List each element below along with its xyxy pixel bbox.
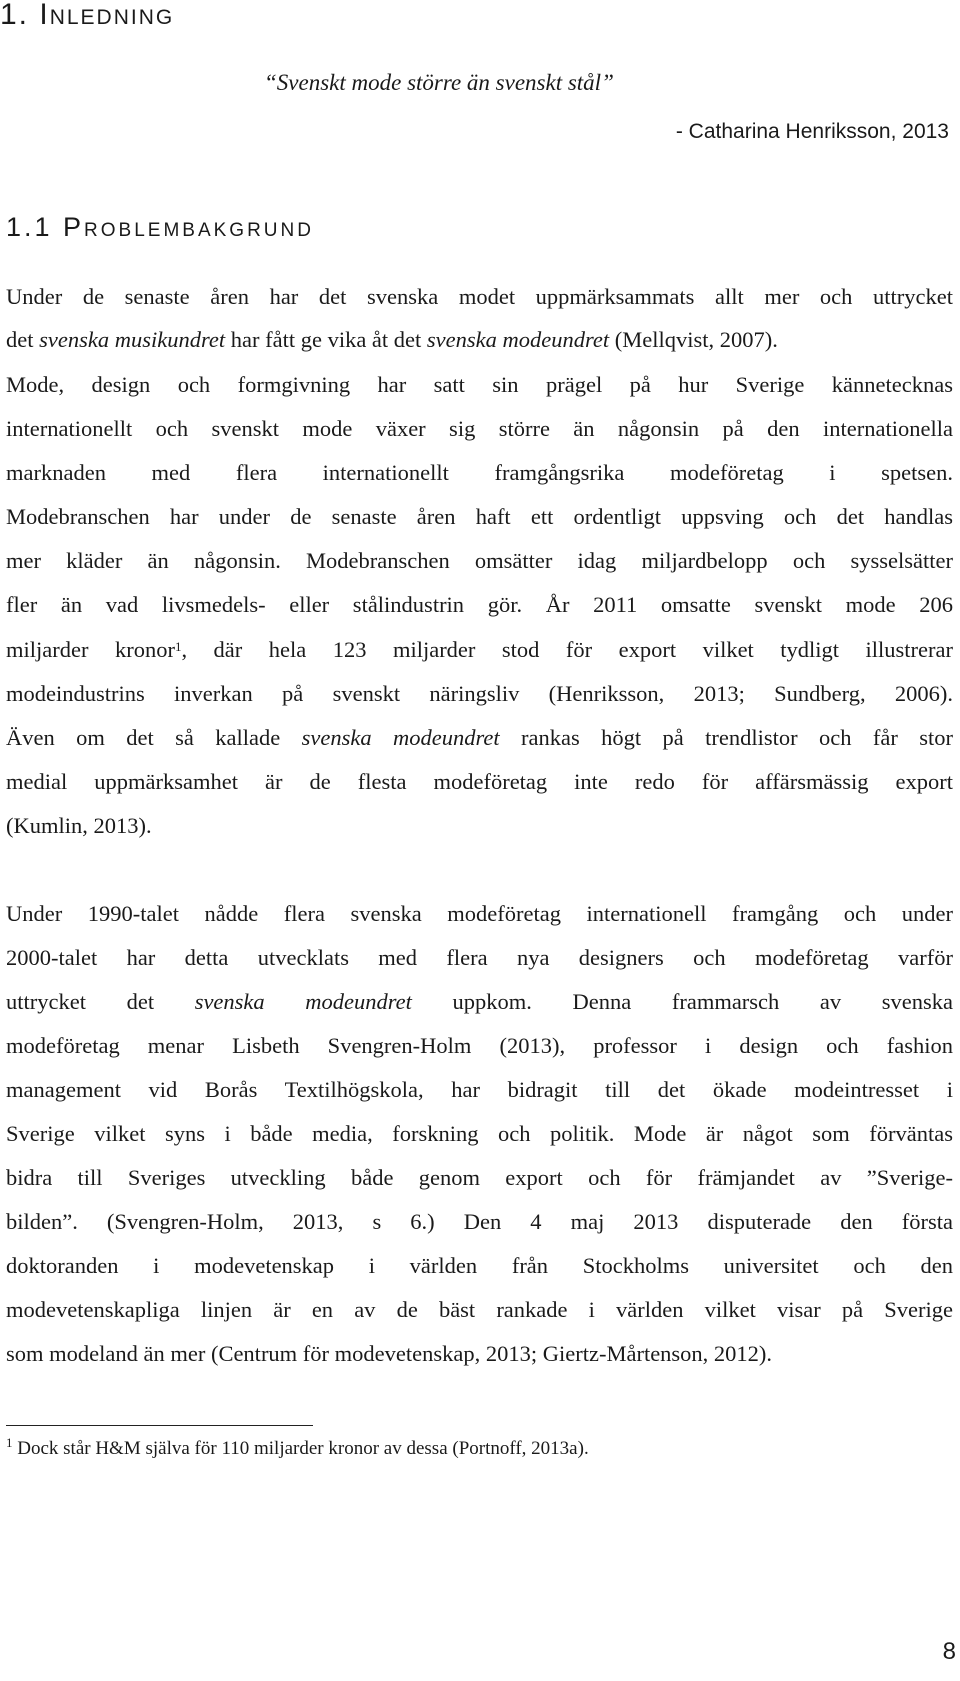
- emphasis-text: svenska modeundret: [194, 989, 412, 1014]
- text-line: fler än vad livsmedels- eller stålindustrin gör. År 2011 omsatte svenskt mode 206: [6, 592, 953, 617]
- text-line: marknaden med flera internationellt framgångsrika modeföretag i spetsen.: [6, 460, 953, 485]
- text-span: uttrycket det: [6, 989, 195, 1014]
- text-line: Modebranschen har under de senaste åren haft ett ordentligt uppsving och det handlas: [6, 504, 953, 529]
- text-line: bidra till Sveriges utveckling både genom export och för främjandet av ”Sverige-: [6, 1165, 953, 1190]
- emphasis-text: svenska modeundret: [301, 725, 500, 750]
- footnote-divider: [6, 1425, 313, 1426]
- text-line: [6, 987, 953, 1017]
- text-span: det: [6, 327, 40, 352]
- emphasis-text: svenska musikundret: [39, 327, 226, 352]
- text-line: modeindustrins inverkan på svenskt näringsliv (Henriksson, 2013; Sundberg, 2006).: [6, 681, 953, 706]
- text-line: [6, 635, 953, 665]
- text-line: modeföretag menar Lisbeth Svengren-Holm (2013), professor i design och fashion: [6, 1033, 953, 1058]
- text-line: som modeland än mer (Centrum för modevetenskap, 2013; Giertz-Mårtenson, 2012).: [6, 1341, 773, 1366]
- text-line: [6, 325, 953, 355]
- text-line: Under 1990-talet nådde flera svenska modeföretag internationell framgång och under: [6, 901, 953, 926]
- text-span: har fått ge vika åt det: [225, 327, 427, 352]
- text-line: (Kumlin, 2013).: [6, 813, 152, 838]
- text-line: [6, 723, 953, 753]
- text-span: (Mellqvist, 2007).: [609, 327, 778, 352]
- text-line: internationellt och svenskt mode växer sig större än någonsin på den internationella: [6, 416, 953, 441]
- text-line: management vid Borås Textilhögskola, har bidragit till det ökade modeintresset i: [6, 1077, 953, 1102]
- text-line: 2000-talet har detta utvecklats med flera nya designers och modeföretag varför: [6, 945, 953, 970]
- text-line: medial uppmärksamhet är de flesta modeföretag inte redo för affärsmässig export: [6, 769, 953, 794]
- footnote-marker: 1: [174, 639, 182, 654]
- text-line: bilden”. (Svengren-Holm, 2013, s 6.) Den 4 maj 2013 disputerade den första: [6, 1209, 953, 1234]
- chapter-heading: 1. Inledning: [0, 0, 175, 31]
- text-span: rankas högt på trendlistor och får stor: [499, 725, 954, 750]
- footnote: [6, 1435, 589, 1460]
- text-span: Även om det så kallade: [6, 725, 302, 750]
- text-line: modevetenskapliga linjen är en av de bäst rankade i världen vilket visar på Sverige: [6, 1297, 953, 1322]
- epigraph-quote: “Svenskt mode större än svenskt stål”: [264, 70, 614, 95]
- emphasis-text: svenska modeundret: [426, 327, 610, 352]
- text-line: Under de senaste åren har det svenska modet uppmärksammats allt mer och uttrycket: [6, 284, 953, 309]
- footnote-number: 1: [6, 1435, 13, 1450]
- epigraph-author: - Catharina Henriksson, 2013: [675, 120, 949, 143]
- text-span: uppkom. Denna frammarsch av svenska: [411, 989, 953, 1014]
- footnote-text: Dock står H&M själva för 110 miljarder kronor av dessa (Portnoff, 2013a).: [12, 1438, 589, 1459]
- text-line: doktoranden i modevetenskap i världen från Stockholms universitet och den: [6, 1253, 953, 1278]
- text-line: Sverige vilket syns i både media, forskning och politik. Mode är något som förväntas: [6, 1121, 953, 1146]
- section-heading: 1.1 Problembakgrund: [6, 212, 314, 242]
- text-line: Mode, design och formgivning har satt sin prägel på hur Sverige kännetecknas: [6, 372, 953, 397]
- text-line: mer kläder än någonsin. Modebranschen omsätter idag miljardbelopp och sysselsätter: [6, 548, 953, 573]
- text-span: miljarder kronor: [6, 637, 175, 662]
- page-number: 8: [942, 1638, 956, 1665]
- text-span: , där hela 123 miljarder stod för export vilket tydligt illustrerar: [181, 637, 953, 662]
